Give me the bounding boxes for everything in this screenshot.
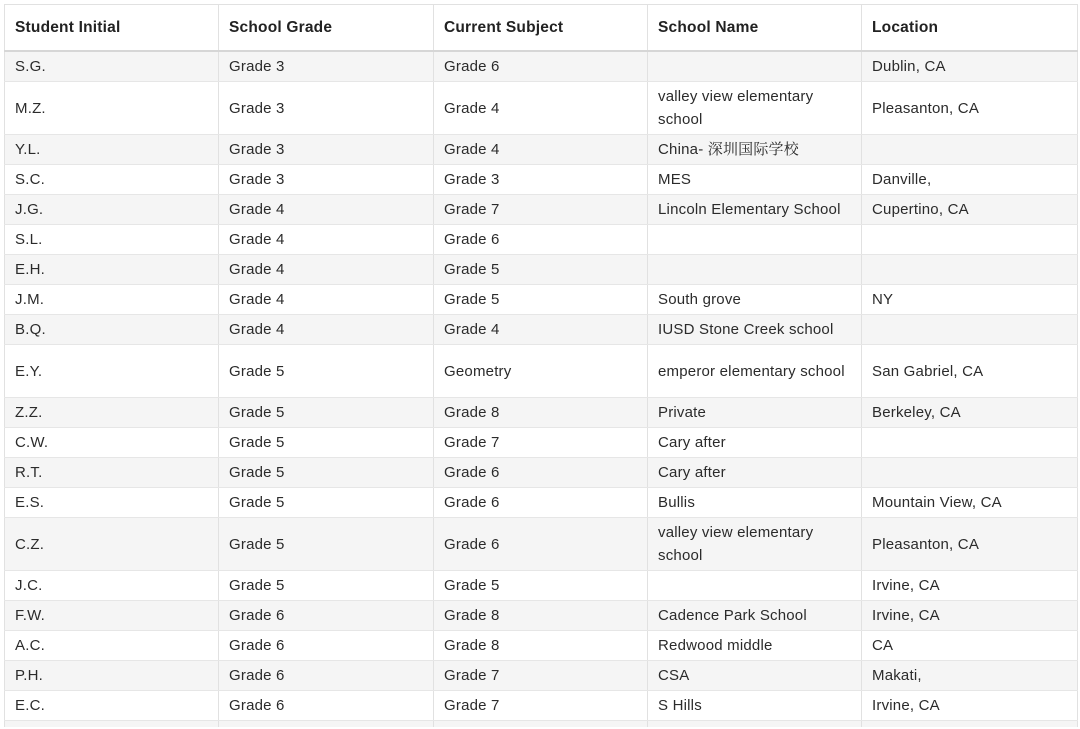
cell-current-subject: Grade 5 <box>434 285 648 315</box>
cell-partial <box>648 721 862 728</box>
cell-school-grade: Grade 6 <box>219 691 434 721</box>
cell-location: CA <box>862 631 1078 661</box>
cell-student-initial: S.L. <box>5 225 219 255</box>
cell-student-initial: F.W. <box>5 601 219 631</box>
cell-school-name: Cary after <box>648 458 862 488</box>
table-row <box>5 428 1078 458</box>
table-row <box>5 165 1078 195</box>
cell-school-grade: Grade 3 <box>219 135 434 165</box>
cell-student-initial: C.Z. <box>5 518 219 571</box>
cell-current-subject: Grade 6 <box>434 458 648 488</box>
cell-current-subject: Grade 4 <box>434 82 648 135</box>
cell-school-name <box>648 225 862 255</box>
table-row <box>5 51 1078 82</box>
cell-student-initial: S.C. <box>5 165 219 195</box>
cell-location: Makati, <box>862 661 1078 691</box>
student-table-container <box>4 4 1077 727</box>
cell-current-subject: Grade 6 <box>434 225 648 255</box>
cell-school-name <box>648 51 862 82</box>
cell-school-grade: Grade 5 <box>219 488 434 518</box>
cell-partial <box>5 721 219 728</box>
cell-school-grade: Grade 5 <box>219 345 434 398</box>
table-body <box>5 51 1078 727</box>
cell-school-name: Cary after <box>648 428 862 458</box>
cell-school-name: emperor elementary school <box>648 345 862 398</box>
table-row <box>5 518 1078 571</box>
table-row <box>5 82 1078 135</box>
cell-school-grade: Grade 6 <box>219 661 434 691</box>
cell-school-grade: Grade 3 <box>219 82 434 135</box>
cell-current-subject: Grade 8 <box>434 601 648 631</box>
cell-partial <box>434 721 648 728</box>
cell-student-initial: J.G. <box>5 195 219 225</box>
cell-current-subject: Geometry <box>434 345 648 398</box>
cell-student-initial: Z.Z. <box>5 398 219 428</box>
cell-student-initial: C.W. <box>5 428 219 458</box>
cell-current-subject: Grade 3 <box>434 165 648 195</box>
cell-school-grade: Grade 5 <box>219 398 434 428</box>
cell-current-subject: Grade 7 <box>434 691 648 721</box>
cell-student-initial: E.S. <box>5 488 219 518</box>
table-row <box>5 255 1078 285</box>
table-row <box>5 691 1078 721</box>
cell-school-grade: Grade 5 <box>219 458 434 488</box>
cell-school-name: MES <box>648 165 862 195</box>
cell-student-initial: J.C. <box>5 571 219 601</box>
cell-student-initial: R.T. <box>5 458 219 488</box>
cell-student-initial: J.M. <box>5 285 219 315</box>
header-student-initial[interactable]: Student Initial <box>5 5 219 52</box>
cell-student-initial: M.Z. <box>5 82 219 135</box>
cell-location: Irvine, CA <box>862 571 1078 601</box>
cell-school-grade: Grade 4 <box>219 285 434 315</box>
cell-student-initial: B.Q. <box>5 315 219 345</box>
cell-current-subject: Grade 8 <box>434 398 648 428</box>
cell-student-initial: E.C. <box>5 691 219 721</box>
cell-school-name: valley view elementary school <box>648 82 862 135</box>
table-header-row <box>5 5 1078 52</box>
cell-location: Danville, <box>862 165 1078 195</box>
cell-school-name: CSA <box>648 661 862 691</box>
cell-student-initial: P.H. <box>5 661 219 691</box>
cell-student-initial: Y.L. <box>5 135 219 165</box>
cell-location: Mountain View, CA <box>862 488 1078 518</box>
cell-current-subject: Grade 6 <box>434 488 648 518</box>
cell-current-subject: Grade 6 <box>434 518 648 571</box>
cell-school-name: Private <box>648 398 862 428</box>
cell-school-grade: Grade 4 <box>219 225 434 255</box>
cell-school-name: valley view elementary school <box>648 518 862 571</box>
cell-partial <box>219 721 434 728</box>
cell-school-grade: Grade 3 <box>219 51 434 82</box>
header-current-subject[interactable]: Current Subject <box>434 5 648 52</box>
cell-student-initial: S.G. <box>5 51 219 82</box>
table-row <box>5 135 1078 165</box>
cell-school-grade: Grade 6 <box>219 601 434 631</box>
cell-location: Irvine, CA <box>862 601 1078 631</box>
cell-current-subject: Grade 4 <box>434 315 648 345</box>
cell-current-subject: Grade 8 <box>434 631 648 661</box>
cell-school-name: China- 深圳国际学校 <box>648 135 862 165</box>
cell-location: San Gabriel, CA <box>862 345 1078 398</box>
header-school-name[interactable]: School Name <box>648 5 862 52</box>
cell-location <box>862 458 1078 488</box>
cell-student-initial: E.Y. <box>5 345 219 398</box>
cell-current-subject: Grade 6 <box>434 51 648 82</box>
cell-current-subject: Grade 5 <box>434 571 648 601</box>
cell-school-grade: Grade 4 <box>219 195 434 225</box>
table-row <box>5 195 1078 225</box>
cell-location: Cupertino, CA <box>862 195 1078 225</box>
table-row <box>5 225 1078 255</box>
cell-school-name: South grove <box>648 285 862 315</box>
cell-location <box>862 315 1078 345</box>
cell-student-initial: E.H. <box>5 255 219 285</box>
cell-location <box>862 255 1078 285</box>
table-row-partial <box>5 721 1078 728</box>
cell-school-grade: Grade 5 <box>219 428 434 458</box>
cell-school-grade: Grade 4 <box>219 315 434 345</box>
cell-school-name: Cadence Park School <box>648 601 862 631</box>
cell-school-name: S Hills <box>648 691 862 721</box>
cell-school-name: Lincoln Elementary School <box>648 195 862 225</box>
cell-location: Pleasanton, CA <box>862 82 1078 135</box>
cell-location: Berkeley, CA <box>862 398 1078 428</box>
cell-student-initial: A.C. <box>5 631 219 661</box>
cell-school-name: Bullis <box>648 488 862 518</box>
table-row <box>5 398 1078 428</box>
cell-current-subject: Grade 5 <box>434 255 648 285</box>
cell-school-grade: Grade 6 <box>219 631 434 661</box>
cell-school-grade: Grade 3 <box>219 165 434 195</box>
table-row <box>5 601 1078 631</box>
cell-location: Irvine, CA <box>862 691 1078 721</box>
table-row <box>5 315 1078 345</box>
table-row <box>5 631 1078 661</box>
header-location[interactable]: Location <box>862 5 1078 52</box>
cell-current-subject: Grade 7 <box>434 195 648 225</box>
table-row <box>5 345 1078 398</box>
cell-location: NY <box>862 285 1078 315</box>
table-row <box>5 488 1078 518</box>
cell-school-name: Redwood middle <box>648 631 862 661</box>
cell-school-grade: Grade 5 <box>219 571 434 601</box>
cell-current-subject: Grade 7 <box>434 661 648 691</box>
table-row <box>5 661 1078 691</box>
cell-school-grade: Grade 5 <box>219 518 434 571</box>
table-row <box>5 285 1078 315</box>
cell-school-name: IUSD Stone Creek school <box>648 315 862 345</box>
cell-partial <box>862 721 1078 728</box>
cell-location <box>862 428 1078 458</box>
table-row <box>5 571 1078 601</box>
cell-location <box>862 225 1078 255</box>
table-row <box>5 458 1078 488</box>
header-school-grade[interactable]: School Grade <box>219 5 434 52</box>
cell-school-name <box>648 571 862 601</box>
student-table <box>4 4 1078 727</box>
cell-location: Pleasanton, CA <box>862 518 1078 571</box>
cell-school-grade: Grade 4 <box>219 255 434 285</box>
cell-current-subject: Grade 4 <box>434 135 648 165</box>
cell-school-name <box>648 255 862 285</box>
cell-location: Dublin, CA <box>862 51 1078 82</box>
cell-current-subject: Grade 7 <box>434 428 648 458</box>
cell-location <box>862 135 1078 165</box>
